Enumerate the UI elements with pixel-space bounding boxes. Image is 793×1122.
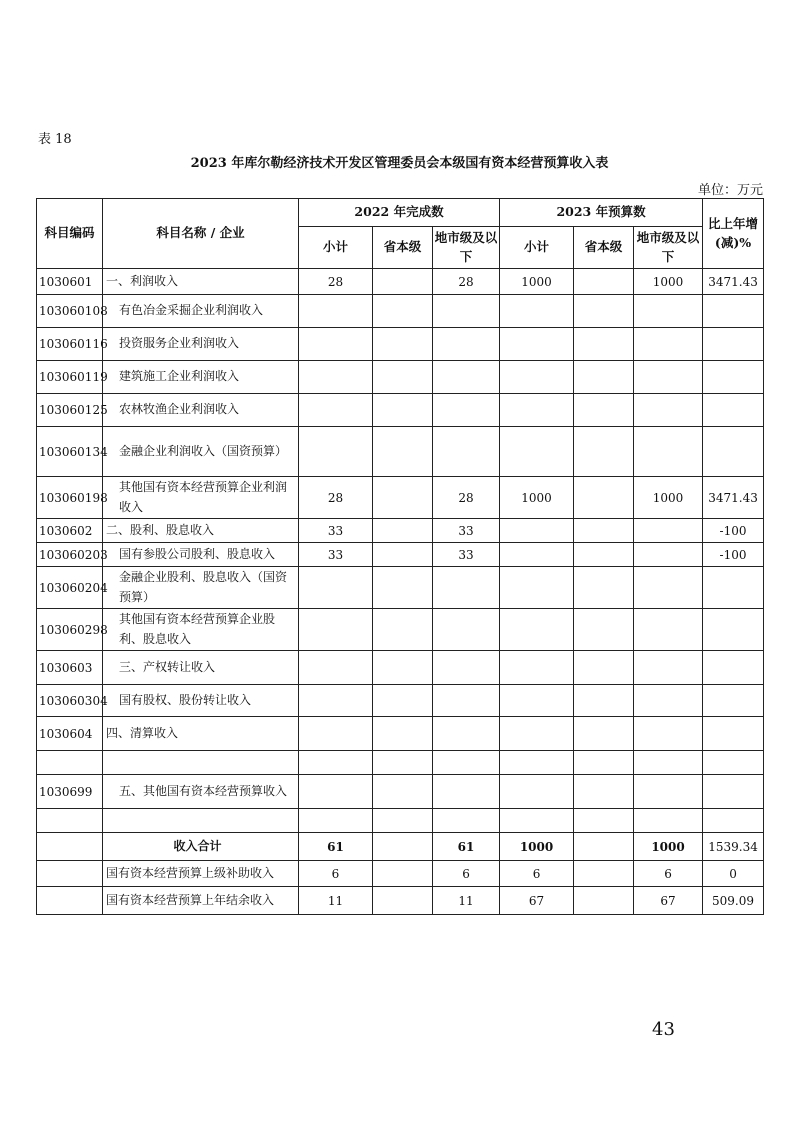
cell-2023-subtotal: 1000 <box>500 477 574 519</box>
cell-2022-municipal: 28 <box>433 477 500 519</box>
row-name: 国有资本经营预算上级补助收入 <box>103 861 299 887</box>
cell-2023-municipal <box>634 809 703 833</box>
cell-2022-municipal <box>433 328 500 361</box>
cell-2023-municipal <box>634 717 703 751</box>
cell-2023-municipal <box>634 609 703 651</box>
table-row <box>37 394 764 427</box>
cell-2022-subtotal: 33 <box>299 543 373 567</box>
table-row <box>37 543 764 567</box>
cell-change-percent: 3471.43 <box>703 477 764 519</box>
cell-2023-municipal <box>634 651 703 685</box>
row-code: 103060298 <box>37 609 103 651</box>
table-row <box>37 269 764 295</box>
cell-change-percent <box>703 427 764 477</box>
cell-2023-subtotal <box>500 394 574 427</box>
cell-2022-subtotal <box>299 651 373 685</box>
cell-2023-provincial <box>574 427 634 477</box>
row-code: 103060203 <box>37 543 103 567</box>
cell-2023-provincial <box>574 328 634 361</box>
cell-2022-subtotal <box>299 394 373 427</box>
row-code: 103060198 <box>37 477 103 519</box>
row-name <box>103 809 299 833</box>
cell-2022-subtotal <box>299 751 373 775</box>
row-code: 103060304 <box>37 685 103 717</box>
row-name: 其他国有资本经营预算企业利润收入 <box>103 477 299 519</box>
cell-2023-subtotal: 6 <box>500 861 574 887</box>
table-row <box>37 717 764 751</box>
header-2023-municipal: 地市级及以下 <box>634 227 703 269</box>
cell-2023-subtotal: 1000 <box>500 833 574 861</box>
cell-2023-provincial <box>574 609 634 651</box>
table-row <box>37 567 764 609</box>
row-code: 1030604 <box>37 717 103 751</box>
cell-change-percent <box>703 394 764 427</box>
cell-2022-provincial <box>373 751 433 775</box>
header-2022-provincial: 省本级 <box>373 227 433 269</box>
row-name: 一、利润收入 <box>103 269 299 295</box>
table-row <box>37 609 764 651</box>
cell-2023-subtotal <box>500 361 574 394</box>
cell-2022-provincial <box>373 427 433 477</box>
cell-2022-provincial <box>373 477 433 519</box>
row-code: 103060108 <box>37 295 103 328</box>
row-name: 五、其他国有资本经营预算收入 <box>103 775 299 809</box>
row-name: 三、产权转让收入 <box>103 651 299 685</box>
cell-2022-subtotal <box>299 567 373 609</box>
cell-2023-municipal <box>634 295 703 328</box>
table-row <box>37 887 764 915</box>
cell-2022-subtotal: 11 <box>299 887 373 915</box>
cell-2023-provincial <box>574 567 634 609</box>
cell-2022-subtotal: 6 <box>299 861 373 887</box>
cell-2023-provincial <box>574 269 634 295</box>
cell-2023-subtotal <box>500 717 574 751</box>
cell-2023-municipal: 1000 <box>634 269 703 295</box>
row-name: 国有股权、股份转让收入 <box>103 685 299 717</box>
cell-2022-municipal <box>433 394 500 427</box>
cell-2022-municipal <box>433 775 500 809</box>
cell-2023-provincial <box>574 833 634 861</box>
cell-change-percent: -100 <box>703 519 764 543</box>
row-name <box>103 751 299 775</box>
cell-2022-municipal: 6 <box>433 861 500 887</box>
cell-2022-subtotal <box>299 609 373 651</box>
row-name: 国有参股公司股利、股息收入 <box>103 543 299 567</box>
cell-2023-subtotal <box>500 751 574 775</box>
cell-2023-municipal <box>634 394 703 427</box>
cell-2023-subtotal <box>500 328 574 361</box>
row-code: 103060119 <box>37 361 103 394</box>
cell-2022-subtotal <box>299 427 373 477</box>
cell-2022-municipal <box>433 567 500 609</box>
cell-2023-municipal: 1000 <box>634 833 703 861</box>
table-row <box>37 295 764 328</box>
cell-2023-subtotal <box>500 651 574 685</box>
cell-2023-municipal: 67 <box>634 887 703 915</box>
cell-2022-provincial <box>373 394 433 427</box>
cell-2023-provincial <box>574 394 634 427</box>
cell-change-percent <box>703 295 764 328</box>
cell-2023-subtotal: 1000 <box>500 269 574 295</box>
cell-2023-municipal: 6 <box>634 861 703 887</box>
cell-2022-municipal <box>433 651 500 685</box>
row-code <box>37 833 103 861</box>
cell-change-percent <box>703 361 764 394</box>
cell-2023-subtotal <box>500 427 574 477</box>
row-name: 金融企业利润收入（国资预算） <box>103 427 299 477</box>
cell-change-percent: -100 <box>703 543 764 567</box>
cell-2022-subtotal <box>299 685 373 717</box>
cell-2022-provincial <box>373 269 433 295</box>
cell-2023-subtotal <box>500 519 574 543</box>
header-name: 科目名称 / 企业 <box>103 199 299 269</box>
cell-2022-municipal: 33 <box>433 543 500 567</box>
unit-note: 单位：万元 <box>697 183 763 198</box>
row-name: 金融企业股利、股息收入（国资 预算） <box>103 567 299 609</box>
cell-2023-subtotal <box>500 543 574 567</box>
row-name: 农林牧渔企业利润收入 <box>103 394 299 427</box>
cell-2022-municipal: 33 <box>433 519 500 543</box>
cell-2022-provincial <box>373 295 433 328</box>
cell-change-percent: 1539.34 <box>703 833 764 861</box>
cell-2023-subtotal <box>500 295 574 328</box>
table-row <box>37 685 764 717</box>
row-name: 有色冶金采掘企业利润收入 <box>103 295 299 328</box>
header-2022-subtotal: 小计 <box>299 227 373 269</box>
row-code <box>37 887 103 915</box>
cell-2023-municipal <box>634 751 703 775</box>
cell-change-percent <box>703 717 764 751</box>
row-name: 二、股利、股息收入 <box>103 519 299 543</box>
cell-2022-municipal <box>433 685 500 717</box>
cell-2022-provincial <box>373 717 433 751</box>
cell-2022-municipal <box>433 609 500 651</box>
cell-2022-provincial <box>373 609 433 651</box>
table-row <box>37 519 764 543</box>
table-row <box>37 751 764 775</box>
cell-2023-provincial <box>574 775 634 809</box>
cell-2022-municipal <box>433 361 500 394</box>
table-row <box>37 861 764 887</box>
cell-2022-provincial <box>373 887 433 915</box>
cell-2022-subtotal <box>299 717 373 751</box>
header-2023-subtotal: 小计 <box>500 227 574 269</box>
cell-2022-provincial <box>373 775 433 809</box>
row-code: 103060134 <box>37 427 103 477</box>
cell-2022-provincial <box>373 833 433 861</box>
row-name: 建筑施工企业利润收入 <box>103 361 299 394</box>
table-row <box>37 328 764 361</box>
row-name: 国有资本经营预算上年结余收入 <box>103 887 299 915</box>
row-code: 1030603 <box>37 651 103 685</box>
cell-change-percent <box>703 775 764 809</box>
header-2022-municipal: 地市级及以下 <box>433 227 500 269</box>
cell-change-percent <box>703 751 764 775</box>
cell-2022-provincial <box>373 361 433 394</box>
cell-2022-subtotal: 61 <box>299 833 373 861</box>
cell-2022-subtotal <box>299 295 373 328</box>
cell-2022-municipal <box>433 295 500 328</box>
row-code: 103060125 <box>37 394 103 427</box>
cell-2023-subtotal <box>500 609 574 651</box>
header-code: 科目编码 <box>37 199 103 269</box>
cell-2022-provincial <box>373 328 433 361</box>
cell-2022-provincial <box>373 543 433 567</box>
cell-change-percent <box>703 685 764 717</box>
row-name: 四、清算收入 <box>103 717 299 751</box>
row-code <box>37 861 103 887</box>
cell-2023-municipal <box>634 685 703 717</box>
row-code: 103060204 <box>37 567 103 609</box>
row-code: 1030699 <box>37 775 103 809</box>
page-number: 43 <box>652 1019 675 1040</box>
cell-2023-provincial <box>574 519 634 543</box>
cell-2022-subtotal: 33 <box>299 519 373 543</box>
cell-2023-municipal <box>634 567 703 609</box>
table-row <box>37 651 764 685</box>
cell-2023-municipal <box>634 328 703 361</box>
page-title: 2023 年库尔勒经济技术开发区管理委员会本级国有资本经营预算收入表 <box>190 156 609 171</box>
table-row <box>37 833 764 861</box>
cell-2022-provincial <box>373 519 433 543</box>
cell-2023-subtotal <box>500 567 574 609</box>
cell-2023-provincial <box>574 717 634 751</box>
cell-2023-municipal <box>634 519 703 543</box>
table-row <box>37 809 764 833</box>
row-name: 投资服务企业利润收入 <box>103 328 299 361</box>
cell-change-percent: 3471.43 <box>703 269 764 295</box>
cell-2023-provincial <box>574 477 634 519</box>
cell-2023-provincial <box>574 751 634 775</box>
header-change-percent: 比上年增(减)% <box>703 199 764 269</box>
cell-change-percent <box>703 328 764 361</box>
table-row <box>37 361 764 394</box>
table-label: 表 18 <box>38 132 72 147</box>
cell-2023-municipal <box>634 427 703 477</box>
row-name: 其他国有资本经营预算企业股利、股息收入 <box>103 609 299 651</box>
cell-2022-subtotal: 28 <box>299 477 373 519</box>
cell-2023-subtotal <box>500 775 574 809</box>
cell-2022-municipal <box>433 717 500 751</box>
cell-change-percent <box>703 651 764 685</box>
cell-2023-provincial <box>574 887 634 915</box>
cell-2022-municipal: 11 <box>433 887 500 915</box>
cell-2022-provincial <box>373 685 433 717</box>
cell-2022-provincial <box>373 567 433 609</box>
cell-2023-municipal <box>634 361 703 394</box>
table-row <box>37 477 764 519</box>
cell-2022-subtotal <box>299 361 373 394</box>
cell-2023-municipal <box>634 775 703 809</box>
cell-2022-provincial <box>373 809 433 833</box>
header-2022-completed: 2022 年完成数 <box>299 199 500 227</box>
cell-2022-provincial <box>373 861 433 887</box>
cell-2022-subtotal: 28 <box>299 269 373 295</box>
cell-2023-subtotal <box>500 685 574 717</box>
header-2023-provincial: 省本级 <box>574 227 634 269</box>
cell-2022-subtotal <box>299 775 373 809</box>
header-2023-budget: 2023 年预算数 <box>500 199 703 227</box>
cell-change-percent: 0 <box>703 861 764 887</box>
table-row <box>37 427 764 477</box>
cell-2022-municipal: 61 <box>433 833 500 861</box>
row-code: 1030602 <box>37 519 103 543</box>
cell-2023-provincial <box>574 361 634 394</box>
table-row <box>37 775 764 809</box>
cell-change-percent: 509.09 <box>703 887 764 915</box>
cell-change-percent <box>703 609 764 651</box>
row-code: 1030601 <box>37 269 103 295</box>
cell-2023-provincial <box>574 543 634 567</box>
row-code: 103060116 <box>37 328 103 361</box>
row-name: 收入合计 <box>103 833 299 861</box>
cell-2023-provincial <box>574 861 634 887</box>
cell-2023-subtotal: 67 <box>500 887 574 915</box>
row-code <box>37 809 103 833</box>
cell-2022-municipal <box>433 427 500 477</box>
cell-2022-subtotal <box>299 809 373 833</box>
cell-2022-municipal <box>433 809 500 833</box>
cell-change-percent <box>703 809 764 833</box>
cell-2023-provincial <box>574 809 634 833</box>
cell-2023-provincial <box>574 685 634 717</box>
cell-2022-subtotal <box>299 328 373 361</box>
cell-2023-provincial <box>574 651 634 685</box>
cell-change-percent <box>703 567 764 609</box>
cell-2023-provincial <box>574 295 634 328</box>
cell-2022-provincial <box>373 651 433 685</box>
cell-2023-subtotal <box>500 809 574 833</box>
cell-2022-municipal <box>433 751 500 775</box>
row-code <box>37 751 103 775</box>
cell-2023-municipal <box>634 543 703 567</box>
budget-table <box>36 198 764 915</box>
cell-2022-municipal: 28 <box>433 269 500 295</box>
cell-2023-municipal: 1000 <box>634 477 703 519</box>
